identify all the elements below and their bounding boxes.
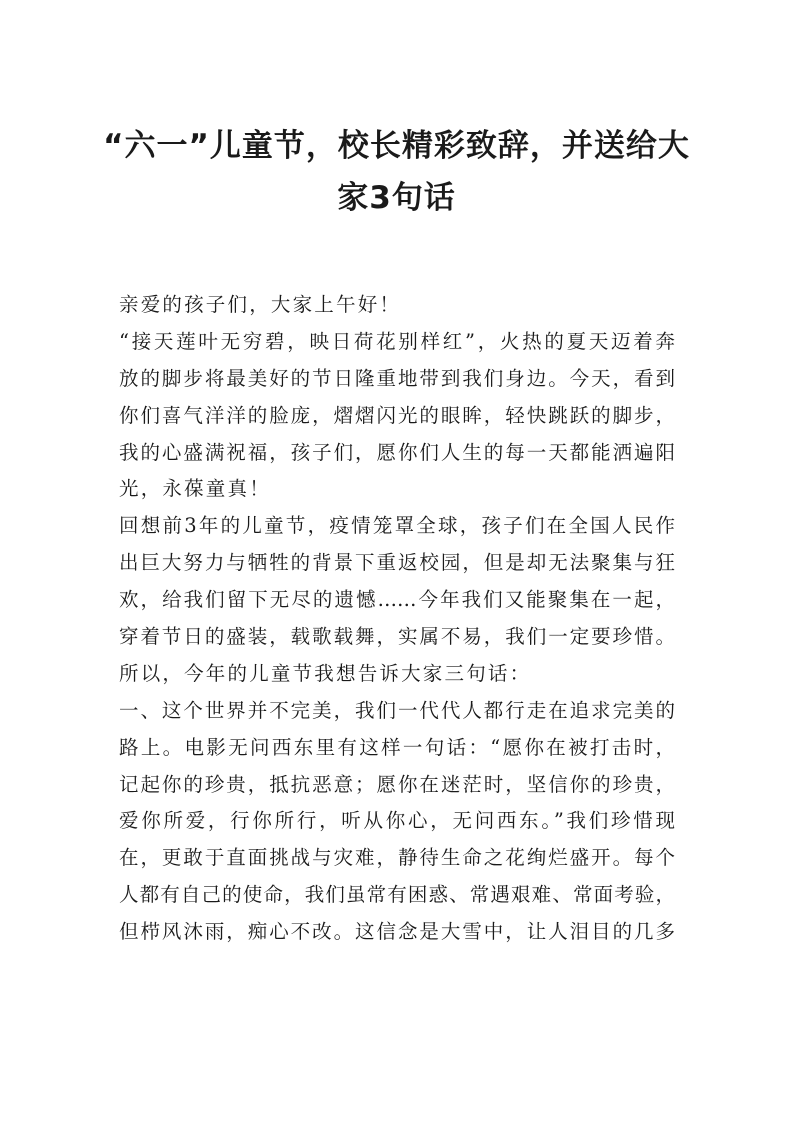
- body-line: 所以，今年的儿童节我想告诉大家三句话：: [119, 661, 532, 685]
- body-line: 亲爱的孩子们，大家上午好！: [119, 293, 402, 316]
- body-line: 欢，给我们留下无尽的遗憾……今年我们又能聚集在一起，: [119, 588, 675, 612]
- title-line-2: 家3句话: [337, 180, 456, 216]
- body-line: 回想前3年的儿童节，疫情笼罩全球，孩子们在全国人民作: [119, 514, 675, 538]
- body-line: 但栉风沐雨，痴心不改。这信念是大雪中，让人泪目的几多: [119, 920, 675, 944]
- body-line: 一、这个世界并不完美，我们一代代人都行走在追求完美的: [119, 698, 675, 722]
- body-line: 爱你所爱，行你所行，听从你心，无问西东。”我们珍惜现: [119, 809, 675, 833]
- body-line: 记起你的珍贵，抵抗恶意；愿你在迷茫时，坚信你的珍贵，: [119, 772, 675, 796]
- body-line: 光，永葆童真！: [119, 477, 271, 501]
- title-line-1: “六一”儿童节，校长精彩致辞，并送给大: [103, 128, 690, 164]
- body-line: 路上。电影无问西东里有这样一句话：“愿你在被打击时，: [119, 735, 675, 759]
- document-body: [119, 287, 675, 951]
- body-line: “接天莲叶无穷碧，映日荷花别样红”，火热的夏天迈着奔: [119, 329, 675, 353]
- document-title: [100, 120, 693, 224]
- body-line: 人都有自己的使命，我们虽常有困惑、常遇艰难、常面考验，: [119, 883, 675, 907]
- body-line: 出巨大努力与牺牲的背景下重返校园，但是却无法聚集与狂: [119, 551, 675, 575]
- body-line: 你们喜气洋洋的脸庞，熠熠闪光的眼眸，轻快跳跃的脚步，: [119, 403, 675, 427]
- body-line: 我的心盛满祝福，孩子们，愿你们人生的每一天都能洒遍阳: [119, 440, 675, 464]
- body-line: 放的脚步将最美好的节日隆重地带到我们身边。今天，看到: [119, 366, 675, 390]
- body-line: 穿着节日的盛装，载歌载舞，实属不易，我们一定要珍惜。: [119, 625, 675, 649]
- body-line: 在，更敢于直面挑战与灾难，静待生命之花绚烂盛开。每个: [119, 846, 675, 870]
